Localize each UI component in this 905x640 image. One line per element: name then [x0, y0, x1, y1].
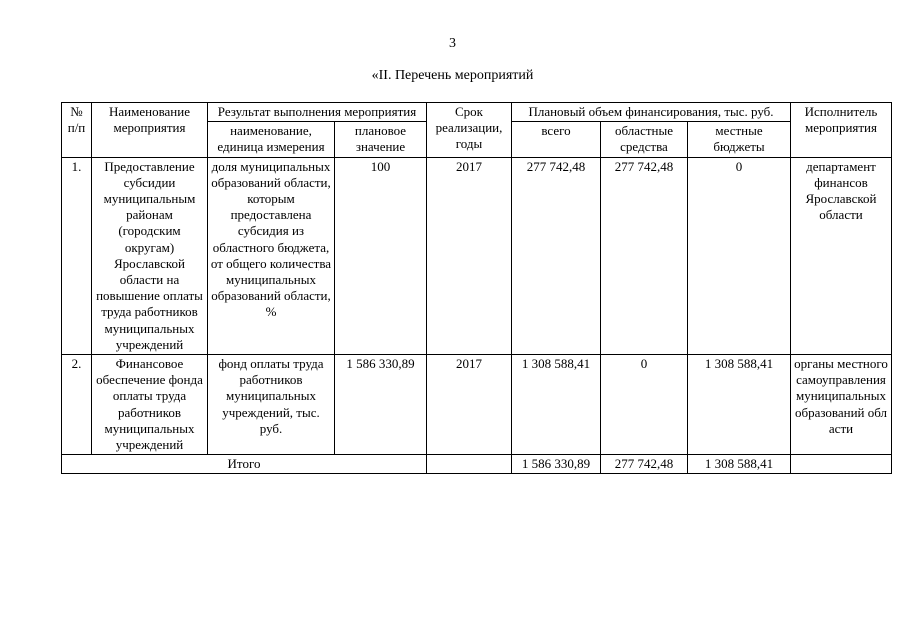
- total-row: [62, 455, 892, 474]
- row-num: 2.: [62, 355, 92, 455]
- page-number: 3: [449, 36, 456, 51]
- row-executor: органы местного самоуправления муниципальных образований области: [791, 355, 892, 455]
- total-label: Итого: [62, 455, 427, 474]
- header-fin-regional: областные средства: [601, 122, 688, 157]
- header-fin-total: всего: [512, 122, 601, 157]
- activities-table: [61, 102, 892, 474]
- header-row-1: [62, 103, 892, 122]
- table-row: [62, 355, 892, 455]
- header-executor: Исполнитель мероприятия: [791, 103, 892, 158]
- header-fin-local: местные бюджеты: [688, 122, 791, 157]
- row-name: Финансовое обеспечение фонда оплаты труда работников муниципальных учреждений: [92, 355, 208, 455]
- row-result-value: 1 586 330,89: [335, 355, 427, 455]
- header-result-name: наименование, единица измерения: [208, 122, 335, 157]
- row-fin-regional: 0: [601, 355, 688, 455]
- row-result-value: 100: [335, 157, 427, 354]
- row-term: 2017: [427, 355, 512, 455]
- header-name: Наименование мероприятия: [92, 103, 208, 158]
- header-result-value: плановое значение: [335, 122, 427, 157]
- header-result: Результат выполнения мероприятия: [208, 103, 427, 122]
- row-executor: департамент финансов Ярославской области: [791, 157, 892, 354]
- header-financing: Плановый объем финансирования, тыс. руб.: [512, 103, 791, 122]
- total-fin-total: 1 586 330,89: [512, 455, 601, 474]
- row-fin-local: 0: [688, 157, 791, 354]
- section-title: «II. Перечень мероприятий: [371, 68, 534, 83]
- header-num: № п/п: [62, 103, 92, 158]
- row-result-name: доля муниципальных образований области, которым предоставлена субсидия из областного бюджета, от общего количества муниципальных образований области, %: [208, 157, 335, 354]
- row-num: 1.: [62, 157, 92, 354]
- row-fin-local: 1 308 588,41: [688, 355, 791, 455]
- row-term: 2017: [427, 157, 512, 354]
- row-name: Предоставление субсидии муниципальным районам (городским округам) Ярославской области на повышение оплаты труда работников муниципальных учреждений: [92, 157, 208, 354]
- total-executor-empty: [791, 455, 892, 474]
- row-fin-total: 1 308 588,41: [512, 355, 601, 455]
- row-fin-regional: 277 742,48: [601, 157, 688, 354]
- total-term-empty: [427, 455, 512, 474]
- table-row: [62, 157, 892, 354]
- row-fin-total: 277 742,48: [512, 157, 601, 354]
- total-fin-local: 1 308 588,41: [688, 455, 791, 474]
- header-term: Срок реализации, годы: [427, 103, 512, 158]
- total-fin-regional: 277 742,48: [601, 455, 688, 474]
- row-result-name: фонд оплаты труда работников муниципальных учреждений, тыс. руб.: [208, 355, 335, 455]
